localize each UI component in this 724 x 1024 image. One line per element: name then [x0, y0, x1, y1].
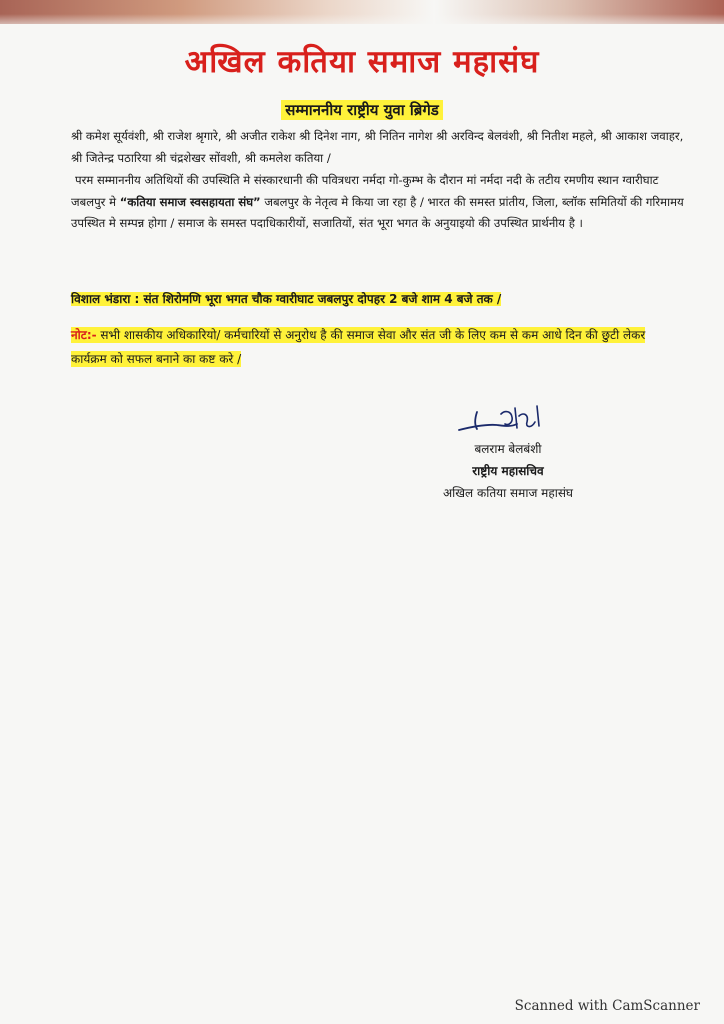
- sangh-name-bold: “कतिया समाज स्वसहायता संघ”: [119, 194, 261, 209]
- bhandara-highlighted: विशाल भंडारा : संत शिरोमणि भूरा भगत चौक ग्वारीघाट जबलपुर दोपहर 2 बजे शाम 4 बजे तक /: [71, 292, 502, 306]
- invitation-paragraph: [71, 170, 687, 235]
- signature-block: [418, 438, 598, 504]
- note-label: नोट:-: [71, 328, 97, 342]
- signatory-role: राष्ट्रीय महासचिव: [472, 464, 544, 478]
- invitation-text-end: जबलपुर के नेतृत्व मे किया जा रहा है / भारत की समस्त प्रांतीय, जिला, ब्लॉक समितियों की गरिमामय उपस्थित मे सम्पन्न होगा / समाज के समस्त पदाधिकारीयों, सजातियों, संत भूरा भगत के अनुयाइयो की उपस्थित प्रार्थनीय है ।: [71, 194, 684, 230]
- members-paragraph: श्री कमेश सूर्यवंशी, श्री राजेश श्रृगारे, श्री अजीत राकेश श्री दिनेश नाग, श्री नितिन नागेश श्री अरविन्द बेलवंशी, श्री नितीश महले, श्री आकाश जवाहर, श्री जितेन्द्र पठारिया श्री चंद्रशेखर सोंवशी, श्री कमलेश कतिया /: [71, 129, 684, 165]
- signatory-organization: अखिल कतिया समाज महासंघ: [442, 486, 574, 500]
- note-text: सभी शासकीय अधिकारियो/ कर्मचारियों से अनुरोध है की समाज सेवा और संत जी के लिए कम से कम आधे दिन की छुटी लेकर कार्यक्रम को सफल बनाने का कष्ट करे /: [71, 328, 646, 366]
- note-block: [71, 323, 681, 371]
- note-highlighted: [71, 327, 645, 367]
- signature-mark: [455, 402, 555, 438]
- subtitle-row: [0, 100, 724, 120]
- camscanner-watermark: Scanned with CamScanner: [514, 998, 700, 1014]
- signatory-name: बलराम बेलबंशी: [474, 442, 542, 456]
- bhandara-line: [71, 288, 501, 310]
- organization-title: अखिल कतिया समाज महासंघ: [184, 44, 540, 80]
- subtitle-highlighted: सम्माननीय राष्ट्रीय युवा ब्रिगेड: [281, 100, 443, 120]
- invitation-text-start: परम सम्माननीय अतिथियों की उपस्थिति मे संस्कारधानी की पवित्रधरा नर्मदा गो-कुम्भ के दौरान मां नर्मदा नदी के तटीय रमणीय स्थान ग्वारीघाट जबलपुर मे: [71, 173, 659, 209]
